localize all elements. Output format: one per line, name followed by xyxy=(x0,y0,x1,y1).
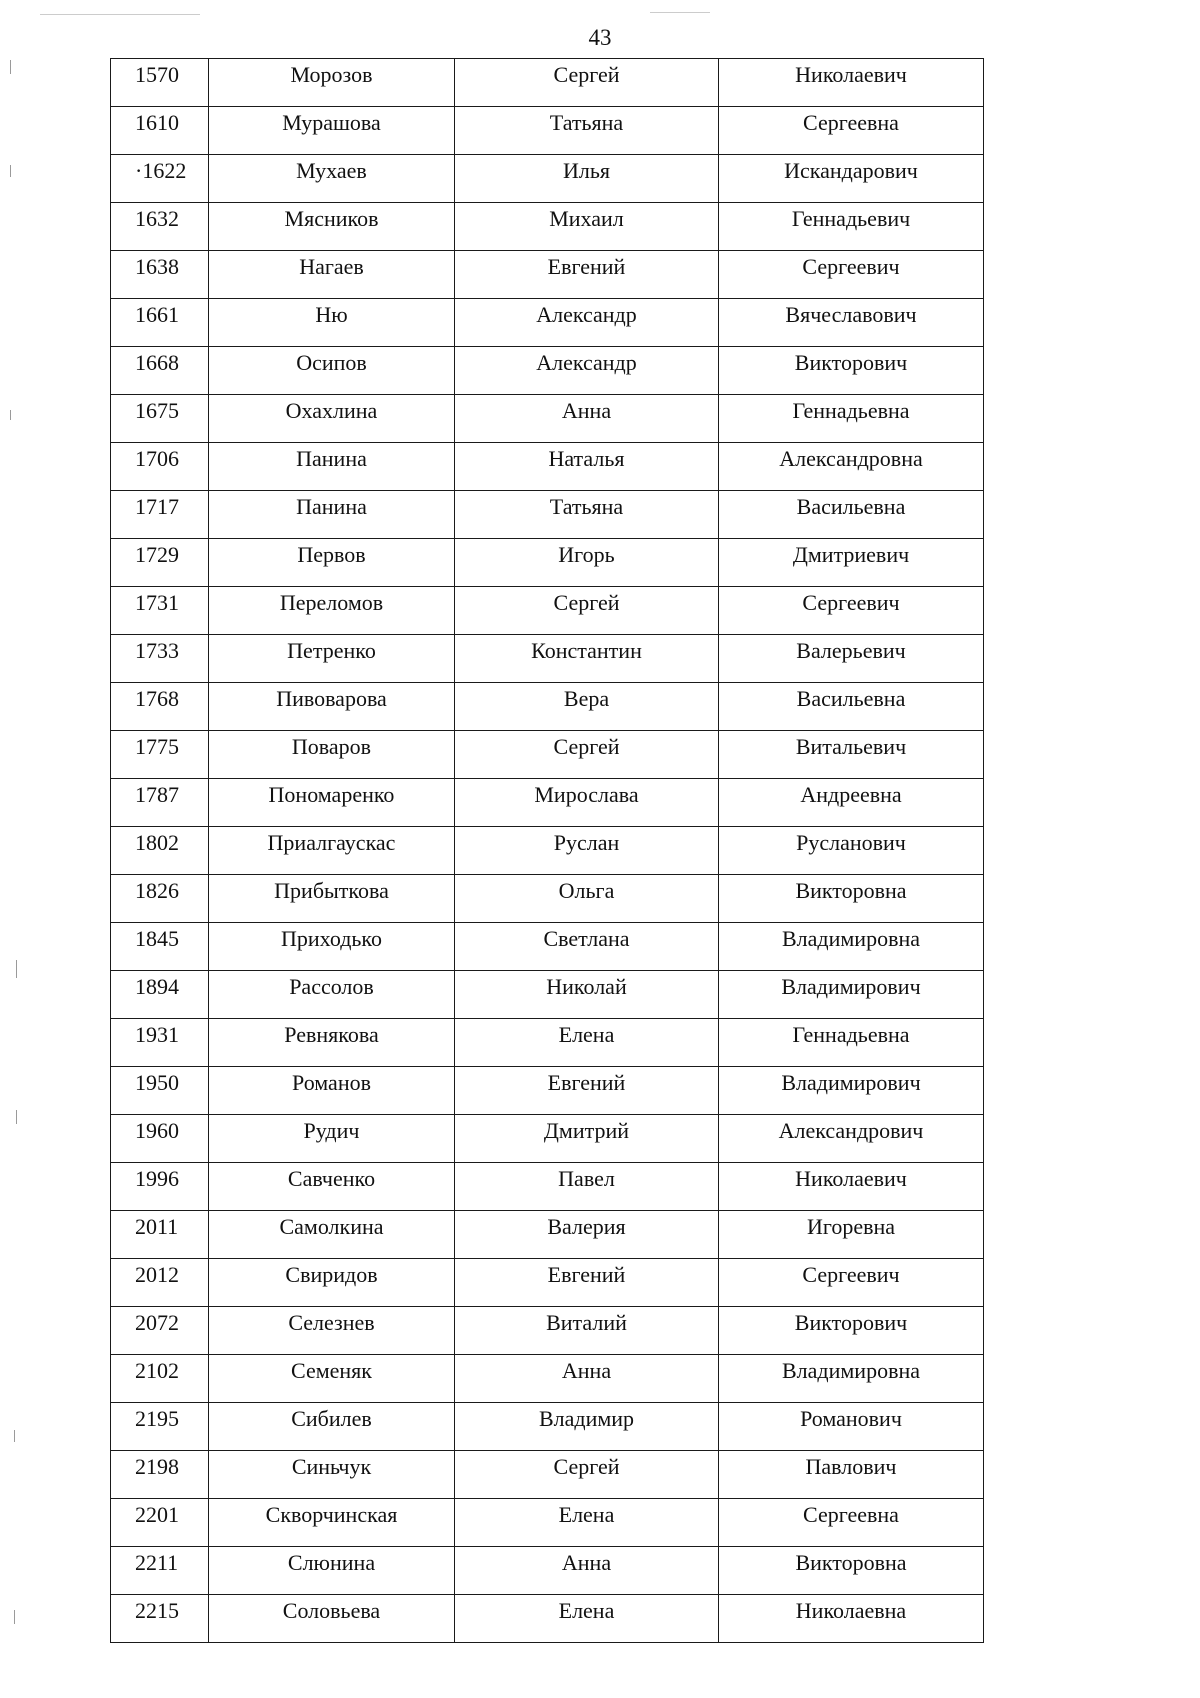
patronymic-cell: Дмитриевич xyxy=(719,539,984,587)
patronymic-cell: Сергеевна xyxy=(719,107,984,155)
patronymic-cell: Владимировна xyxy=(719,923,984,971)
row-number-cell: 1706 xyxy=(111,443,209,491)
table-row xyxy=(111,299,984,347)
patronymic-cell: Викторович xyxy=(719,347,984,395)
patronymic-cell: Васильевна xyxy=(719,491,984,539)
table-row xyxy=(111,1163,984,1211)
first-name-cell: Татьяна xyxy=(455,491,719,539)
surname-cell: Семеняк xyxy=(209,1355,455,1403)
patronymic-cell: Владимирович xyxy=(719,1067,984,1115)
row-number-cell: 1802 xyxy=(111,827,209,875)
first-name-cell: Анна xyxy=(455,1547,719,1595)
table-row xyxy=(111,107,984,155)
patronymic-cell: Валерьевич xyxy=(719,635,984,683)
surname-cell: Первов xyxy=(209,539,455,587)
first-name-cell: Николай xyxy=(455,971,719,1019)
first-name-cell: Александр xyxy=(455,299,719,347)
surname-cell: Рассолов xyxy=(209,971,455,1019)
page-number: 43 xyxy=(588,25,612,50)
first-name-cell: Сергей xyxy=(455,59,719,107)
surname-cell: Мясников xyxy=(209,203,455,251)
surname-cell: Панина xyxy=(209,443,455,491)
first-name-cell: Елена xyxy=(455,1499,719,1547)
surname-cell: Переломов xyxy=(209,587,455,635)
table-row xyxy=(111,491,984,539)
patronymic-cell: Витальевич xyxy=(719,731,984,779)
surname-cell: Приходько xyxy=(209,923,455,971)
first-name-cell: Игорь xyxy=(455,539,719,587)
surname-cell: Мурашова xyxy=(209,107,455,155)
scan-margin-mark xyxy=(14,1610,15,1624)
row-number-cell: 1894 xyxy=(111,971,209,1019)
scan-margin-mark xyxy=(10,165,11,177)
row-number-cell: 1731 xyxy=(111,587,209,635)
first-name-cell: Евгений xyxy=(455,1067,719,1115)
row-number-cell: 1775 xyxy=(111,731,209,779)
patronymic-cell: Андреевна xyxy=(719,779,984,827)
first-name-cell: Илья xyxy=(455,155,719,203)
row-number-cell: 1717 xyxy=(111,491,209,539)
table-row xyxy=(111,923,984,971)
surname-cell: Прибыткова xyxy=(209,875,455,923)
row-number-cell: 2012 xyxy=(111,1259,209,1307)
first-name-cell: Мирослава xyxy=(455,779,719,827)
row-number-cell: 1733 xyxy=(111,635,209,683)
row-number-cell: 1570 xyxy=(111,59,209,107)
patronymic-cell: Русланович xyxy=(719,827,984,875)
surname-cell: Савченко xyxy=(209,1163,455,1211)
patronymic-cell: Владимирович xyxy=(719,971,984,1019)
first-name-cell: Валерия xyxy=(455,1211,719,1259)
patronymic-cell: Николаевич xyxy=(719,1163,984,1211)
row-number-cell: 1610 xyxy=(111,107,209,155)
patronymic-cell: Викторовна xyxy=(719,1547,984,1595)
surname-cell: Ню xyxy=(209,299,455,347)
table-row xyxy=(111,1019,984,1067)
row-number-cell: ·1622 xyxy=(111,155,209,203)
surname-cell: Романов xyxy=(209,1067,455,1115)
first-name-cell: Евгений xyxy=(455,1259,719,1307)
table-row xyxy=(111,875,984,923)
patronymic-cell: Геннадьевна xyxy=(719,395,984,443)
first-name-cell: Сергей xyxy=(455,587,719,635)
scan-margin-mark xyxy=(16,1110,17,1124)
table-row xyxy=(111,1115,984,1163)
surname-cell: Петренко xyxy=(209,635,455,683)
row-number-cell: 2011 xyxy=(111,1211,209,1259)
surname-cell: Сибилев xyxy=(209,1403,455,1451)
table-row xyxy=(111,1307,984,1355)
table-row xyxy=(111,1211,984,1259)
patronymic-cell: Александровна xyxy=(719,443,984,491)
row-number-cell: 2215 xyxy=(111,1595,209,1643)
surname-cell: Пивоварова xyxy=(209,683,455,731)
patronymic-cell: Сергеевич xyxy=(719,587,984,635)
patronymic-cell: Геннадьевич xyxy=(719,203,984,251)
scan-margin-mark xyxy=(10,60,11,74)
table-row xyxy=(111,635,984,683)
patronymic-cell: Николаевич xyxy=(719,59,984,107)
row-number-cell: 2072 xyxy=(111,1307,209,1355)
first-name-cell: Анна xyxy=(455,1355,719,1403)
scan-margin-mark xyxy=(16,960,17,978)
first-name-cell: Анна xyxy=(455,395,719,443)
surname-cell: Селезнев xyxy=(209,1307,455,1355)
table-row xyxy=(111,155,984,203)
first-name-cell: Александр xyxy=(455,347,719,395)
row-number-cell: 1826 xyxy=(111,875,209,923)
row-number-cell: 1950 xyxy=(111,1067,209,1115)
table-row xyxy=(111,683,984,731)
scan-margin-mark xyxy=(14,1430,15,1442)
first-name-cell: Михаил xyxy=(455,203,719,251)
table-row xyxy=(111,1547,984,1595)
table-row xyxy=(111,203,984,251)
first-name-cell: Сергей xyxy=(455,731,719,779)
surname-cell: Свиридов xyxy=(209,1259,455,1307)
row-number-cell: 1768 xyxy=(111,683,209,731)
surname-cell: Пономаренко xyxy=(209,779,455,827)
first-name-cell: Светлана xyxy=(455,923,719,971)
table-row xyxy=(111,59,984,107)
surname-cell: Морозов xyxy=(209,59,455,107)
patronymic-cell: Васильевна xyxy=(719,683,984,731)
first-name-cell: Константин xyxy=(455,635,719,683)
row-number-cell: 1845 xyxy=(111,923,209,971)
patronymic-cell: Александрович xyxy=(719,1115,984,1163)
table-row xyxy=(111,1499,984,1547)
patronymic-cell: Сергеевич xyxy=(719,251,984,299)
table-row xyxy=(111,1595,984,1643)
table-row xyxy=(111,1259,984,1307)
row-number-cell: 2211 xyxy=(111,1547,209,1595)
surname-cell: Ревнякова xyxy=(209,1019,455,1067)
patronymic-cell: Николаевна xyxy=(719,1595,984,1643)
surname-cell: Слюнина xyxy=(209,1547,455,1595)
row-number-cell: 1638 xyxy=(111,251,209,299)
row-number-cell: 1668 xyxy=(111,347,209,395)
row-number-cell: 1996 xyxy=(111,1163,209,1211)
scan-top-mark xyxy=(650,12,710,13)
first-name-cell: Елена xyxy=(455,1019,719,1067)
patronymic-cell: Сергеевна xyxy=(719,1499,984,1547)
first-name-cell: Вера xyxy=(455,683,719,731)
patronymic-cell: Игоревна xyxy=(719,1211,984,1259)
name-list-body xyxy=(111,59,984,1643)
table-row xyxy=(111,539,984,587)
row-number-cell: 1729 xyxy=(111,539,209,587)
first-name-cell: Виталий xyxy=(455,1307,719,1355)
table-row xyxy=(111,395,984,443)
first-name-cell: Татьяна xyxy=(455,107,719,155)
surname-cell: Скворчинская xyxy=(209,1499,455,1547)
row-number-cell: 1632 xyxy=(111,203,209,251)
patronymic-cell: Искандарович xyxy=(719,155,984,203)
table-row xyxy=(111,1067,984,1115)
row-number-cell: 1931 xyxy=(111,1019,209,1067)
surname-cell: Приалгаускас xyxy=(209,827,455,875)
surname-cell: Панина xyxy=(209,491,455,539)
table-row xyxy=(111,587,984,635)
surname-cell: Мухаев xyxy=(209,155,455,203)
patronymic-cell: Викторович xyxy=(719,1307,984,1355)
first-name-cell: Ольга xyxy=(455,875,719,923)
first-name-cell: Евгений xyxy=(455,251,719,299)
surname-cell: Охахлина xyxy=(209,395,455,443)
first-name-cell: Руслан xyxy=(455,827,719,875)
patronymic-cell: Сергеевич xyxy=(719,1259,984,1307)
row-number-cell: 1960 xyxy=(111,1115,209,1163)
patronymic-cell: Павлович xyxy=(719,1451,984,1499)
table-row xyxy=(111,251,984,299)
table-row xyxy=(111,1451,984,1499)
surname-cell: Соловьева xyxy=(209,1595,455,1643)
surname-cell: Рудич xyxy=(209,1115,455,1163)
table-row xyxy=(111,827,984,875)
row-number-cell: 1661 xyxy=(111,299,209,347)
row-number-cell: 2102 xyxy=(111,1355,209,1403)
row-number-cell: 1787 xyxy=(111,779,209,827)
first-name-cell: Павел xyxy=(455,1163,719,1211)
table-row xyxy=(111,779,984,827)
row-number-cell: 2201 xyxy=(111,1499,209,1547)
name-list-table xyxy=(110,58,984,1643)
first-name-cell: Наталья xyxy=(455,443,719,491)
first-name-cell: Сергей xyxy=(455,1451,719,1499)
first-name-cell: Дмитрий xyxy=(455,1115,719,1163)
table-row xyxy=(111,731,984,779)
patronymic-cell: Викторовна xyxy=(719,875,984,923)
table-row xyxy=(111,443,984,491)
row-number-cell: 1675 xyxy=(111,395,209,443)
patronymic-cell: Владимировна xyxy=(719,1355,984,1403)
surname-cell: Осипов xyxy=(209,347,455,395)
patronymic-cell: Романович xyxy=(719,1403,984,1451)
scan-top-mark xyxy=(40,14,200,15)
table-row xyxy=(111,1355,984,1403)
table-row xyxy=(111,1403,984,1451)
row-number-cell: 2198 xyxy=(111,1451,209,1499)
patronymic-cell: Вячеславович xyxy=(719,299,984,347)
surname-cell: Нагаев xyxy=(209,251,455,299)
row-number-cell: 2195 xyxy=(111,1403,209,1451)
first-name-cell: Владимир xyxy=(455,1403,719,1451)
table-row xyxy=(111,347,984,395)
surname-cell: Поваров xyxy=(209,731,455,779)
patronymic-cell: Геннадьевна xyxy=(719,1019,984,1067)
scan-margin-mark xyxy=(10,410,11,420)
surname-cell: Синьчук xyxy=(209,1451,455,1499)
surname-cell: Самолкина xyxy=(209,1211,455,1259)
table-row xyxy=(111,971,984,1019)
first-name-cell: Елена xyxy=(455,1595,719,1643)
